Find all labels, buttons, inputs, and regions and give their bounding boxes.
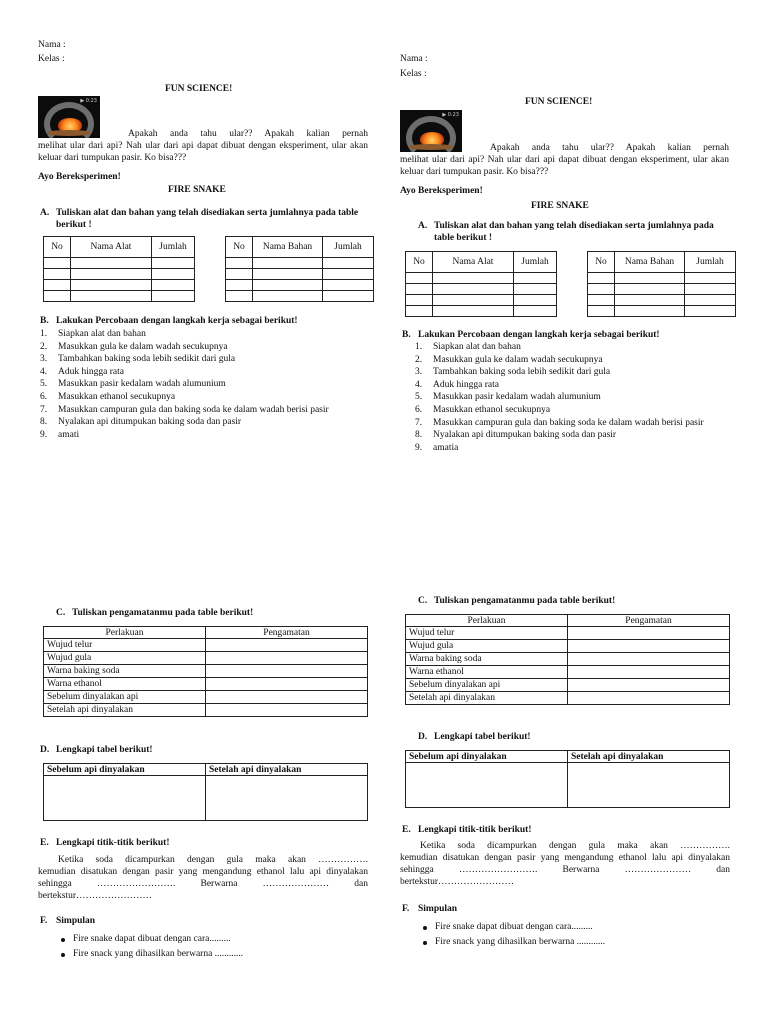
table-cell[interactable] bbox=[588, 284, 615, 295]
section-a-letter: A. bbox=[40, 208, 50, 218]
section-a-heading: Tuliskan alat dan bahan yang telah disediakan serta jumlahnya pada table berikut ! bbox=[56, 208, 359, 230]
sum-answer-cell[interactable] bbox=[568, 763, 730, 808]
table-row bbox=[406, 295, 557, 306]
table-cell[interactable] bbox=[44, 291, 71, 302]
table-row bbox=[226, 258, 374, 269]
steps-list bbox=[415, 341, 731, 454]
table-cell[interactable] bbox=[253, 258, 323, 269]
section-c-heading: Tuliskan pengamatanmu pada table berikut! bbox=[434, 596, 616, 606]
table-cell[interactable] bbox=[588, 273, 615, 284]
table-row bbox=[44, 269, 195, 280]
worksheet-subtitle: FIRE SNAKE bbox=[531, 201, 589, 211]
section-e-letter: E. bbox=[40, 838, 49, 848]
table-cell[interactable] bbox=[615, 284, 685, 295]
table-cell[interactable] bbox=[514, 284, 557, 295]
table-row bbox=[44, 691, 368, 704]
table-row bbox=[406, 763, 730, 808]
section-e-letter: E. bbox=[402, 825, 411, 835]
section-d-heading: Lengkapi tabel berikut! bbox=[56, 745, 153, 755]
list-item: 3. Tambahkan baking soda lebih sedikit dari gula bbox=[40, 354, 236, 365]
intro-paragraph bbox=[38, 128, 368, 164]
obs-answer-cell[interactable] bbox=[568, 679, 730, 692]
table-row bbox=[406, 666, 730, 679]
table-cell[interactable] bbox=[685, 306, 736, 317]
section-b-letter: B. bbox=[402, 330, 411, 340]
section-f-heading: Simpulan bbox=[56, 916, 96, 926]
bahan-table bbox=[225, 236, 374, 302]
table-cell[interactable] bbox=[615, 306, 685, 317]
obs-answer-cell[interactable] bbox=[568, 692, 730, 705]
obs-col-perlakuan: Perlakuan bbox=[406, 615, 568, 627]
bahan-table bbox=[587, 251, 736, 317]
alat-col-no: No bbox=[406, 252, 433, 273]
list-item: Fire snake dapat dibuat dengan cara......... bbox=[55, 932, 365, 947]
table-row bbox=[588, 295, 736, 306]
table-cell[interactable] bbox=[323, 291, 374, 302]
table-row bbox=[44, 258, 195, 269]
nama-label: Nama : bbox=[400, 54, 428, 64]
table-cell[interactable] bbox=[152, 280, 195, 291]
table-row bbox=[44, 639, 368, 652]
sum-col-before: Sebelum api dinyalakan bbox=[406, 751, 568, 763]
table-cell[interactable] bbox=[615, 273, 685, 284]
table-row bbox=[226, 269, 374, 280]
list-item: 2. Masukkan gula ke dalam wadah secukupnya bbox=[40, 341, 228, 352]
table-row bbox=[588, 273, 736, 284]
worksheet-right bbox=[384, 0, 768, 1024]
table-cell[interactable] bbox=[685, 295, 736, 306]
table-cell[interactable] bbox=[152, 269, 195, 280]
fire-snake-photo: ▶ 0:23 bbox=[38, 96, 100, 138]
alat-col-no: No bbox=[44, 237, 71, 258]
obs-label: Wujud telur bbox=[44, 639, 206, 652]
obs-label: Setelah api dinyalakan bbox=[44, 704, 206, 717]
section-f-heading: Simpulan bbox=[418, 904, 458, 914]
table-cell[interactable] bbox=[433, 295, 514, 306]
table-cell[interactable] bbox=[433, 284, 514, 295]
list-item: 8. Nyalakan api ditumpukan baking soda dan pasir bbox=[415, 430, 617, 441]
obs-col-perlakuan: Perlakuan bbox=[44, 627, 206, 639]
table-cell[interactable] bbox=[253, 291, 323, 302]
call-to-action: Ayo Bereksperimen! bbox=[38, 172, 121, 182]
obs-col-pengamatan: Pengamatan bbox=[568, 615, 730, 627]
list-item: 6. Masukkan ethanol secukupnya bbox=[415, 404, 551, 415]
table-cell[interactable] bbox=[253, 269, 323, 280]
table-cell[interactable] bbox=[406, 306, 433, 317]
call-to-action: Ayo Bereksperimen! bbox=[400, 186, 483, 196]
table-cell[interactable] bbox=[152, 258, 195, 269]
conclusion-list bbox=[417, 920, 727, 950]
table-row bbox=[406, 653, 730, 666]
alat-table-header bbox=[406, 252, 557, 273]
worksheet-subtitle: FIRE SNAKE bbox=[168, 185, 226, 195]
list-item: 2. Masukkan gula ke dalam wadah secukupnya bbox=[415, 354, 603, 365]
section-c-heading: Tuliskan pengamatanmu pada table berikut! bbox=[72, 608, 254, 618]
summary-table bbox=[405, 750, 730, 808]
table-cell[interactable] bbox=[588, 306, 615, 317]
section-f-letter: F. bbox=[402, 904, 410, 914]
alat-table-header bbox=[44, 237, 195, 258]
alat-col-nama: Nama Alat bbox=[71, 237, 152, 258]
table-row bbox=[44, 291, 195, 302]
table-cell[interactable] bbox=[226, 280, 253, 291]
section-c-letter: C. bbox=[56, 608, 66, 618]
list-item: 3. Tambahkan baking soda lebih sedikit dari gula bbox=[415, 367, 611, 378]
summary-table-header bbox=[44, 764, 368, 776]
list-item: Fire snack yang dihasilkan berwarna ............ bbox=[55, 947, 365, 962]
table-cell[interactable] bbox=[514, 295, 557, 306]
alat-col-jumlah: Jumlah bbox=[514, 252, 557, 273]
obs-answer-cell[interactable] bbox=[206, 639, 368, 652]
alat-table bbox=[43, 236, 195, 302]
table-cell[interactable] bbox=[71, 269, 152, 280]
section-c-letter: C. bbox=[418, 596, 428, 606]
summary-table-header bbox=[406, 751, 730, 763]
section-a-heading: Tuliskan alat dan bahan yang telah disediakan serta jumlahnya pada table berikut ! bbox=[434, 221, 714, 243]
intro-first-line: Apakah anda tahu ular?? Apakah kalian pernah bbox=[128, 129, 368, 139]
table-row bbox=[406, 284, 557, 295]
section-b-heading: Lakukan Percobaan dengan langkah kerja sebagai berikut! bbox=[418, 330, 660, 340]
observation-table-header bbox=[406, 615, 730, 627]
intro-first-line: Apakah anda tahu ular?? Apakah kalian pernah bbox=[490, 143, 729, 153]
obs-label: Warna ethanol bbox=[406, 666, 568, 679]
section-d-letter: D. bbox=[418, 732, 428, 742]
page-title: FUN SCIENCE! bbox=[525, 97, 593, 107]
table-row bbox=[44, 280, 195, 291]
table-cell[interactable] bbox=[44, 280, 71, 291]
obs-answer-cell[interactable] bbox=[568, 640, 730, 653]
obs-label: Warna baking soda bbox=[44, 665, 206, 678]
fill-first-line: Ketika soda dicampurkan dengan gula maka akan ……………. bbox=[420, 841, 730, 851]
obs-answer-cell[interactable] bbox=[206, 665, 368, 678]
obs-answer-cell[interactable] bbox=[206, 652, 368, 665]
table-row bbox=[406, 627, 730, 640]
conclusion-list bbox=[55, 932, 365, 962]
table-row bbox=[406, 692, 730, 705]
list-item: Fire snack yang dihasilkan berwarna ............ bbox=[417, 935, 727, 950]
table-cell[interactable] bbox=[514, 273, 557, 284]
table-row bbox=[406, 273, 557, 284]
table-row bbox=[44, 704, 368, 717]
fill-in-paragraph bbox=[38, 854, 368, 902]
list-item: 7. Masukkan campuran gula dan baking soda ke dalam wadah berisi pasir bbox=[40, 404, 329, 415]
obs-label: Warna baking soda bbox=[406, 653, 568, 666]
bahan-col-no: No bbox=[226, 237, 253, 258]
list-item: 1. Siapkan alat dan bahan bbox=[40, 329, 146, 339]
table-cell[interactable] bbox=[514, 306, 557, 317]
obs-label: Sebelum dinyalakan api bbox=[406, 679, 568, 692]
list-item: 1. Siapkan alat dan bahan bbox=[415, 342, 521, 352]
section-e-heading: Lengkapi titik-titik berikut! bbox=[56, 838, 170, 848]
section-e-heading: Lengkapi titik-titik berikut! bbox=[418, 825, 532, 835]
table-row bbox=[44, 678, 368, 691]
table-row bbox=[406, 306, 557, 317]
steps-list bbox=[40, 328, 370, 441]
summary-table bbox=[43, 763, 368, 821]
obs-answer-cell[interactable] bbox=[568, 653, 730, 666]
obs-label: Sebelum dinyalakan api bbox=[44, 691, 206, 704]
fill-rest: kemudian disatukan dengan pasir yang mengandung ethanol lalu api dinyalakan sehingga ……………………. Berwarna ………………… dan bertekstur…………………… bbox=[400, 853, 730, 887]
sum-answer-cell[interactable] bbox=[44, 776, 206, 821]
intro-rest: melihat ular dari api? Nah ular dari api dapat dibuat dengan eksperiment, ular akan keluar dari tumpukan pasir. Ko bisa??? bbox=[38, 141, 368, 163]
page-title: FUN SCIENCE! bbox=[165, 84, 233, 94]
bahan-table-header bbox=[588, 252, 736, 273]
table-cell[interactable] bbox=[71, 291, 152, 302]
sum-col-after: Setelah api dinyalakan bbox=[206, 764, 368, 776]
obs-label: Warna ethanol bbox=[44, 678, 206, 691]
table-cell[interactable] bbox=[44, 269, 71, 280]
table-row bbox=[226, 291, 374, 302]
obs-label: Wujud telur bbox=[406, 627, 568, 640]
alat-col-jumlah: Jumlah bbox=[152, 237, 195, 258]
table-row bbox=[588, 284, 736, 295]
table-cell[interactable] bbox=[253, 280, 323, 291]
table-row bbox=[44, 652, 368, 665]
table-cell[interactable] bbox=[615, 295, 685, 306]
table-cell[interactable] bbox=[323, 258, 374, 269]
bahan-col-nama: Nama Bahan bbox=[615, 252, 685, 273]
section-d-heading: Lengkapi tabel berikut! bbox=[434, 732, 531, 742]
bahan-col-no: No bbox=[588, 252, 615, 273]
list-item: 5. Masukkan pasir kedalam wadah alumunium bbox=[415, 392, 601, 403]
obs-label: Setelah api dinyalakan bbox=[406, 692, 568, 705]
section-b-heading: Lakukan Percobaan dengan langkah kerja sebagai berikut! bbox=[56, 316, 298, 326]
table-cell[interactable] bbox=[226, 269, 253, 280]
list-item: 9. amati bbox=[40, 429, 80, 440]
observation-table bbox=[405, 614, 730, 705]
sum-answer-cell[interactable] bbox=[406, 763, 568, 808]
table-row bbox=[44, 665, 368, 678]
obs-answer-cell[interactable] bbox=[568, 627, 730, 640]
section-a-letter: A. bbox=[418, 221, 428, 231]
table-cell[interactable] bbox=[406, 273, 433, 284]
fill-rest: kemudian disatukan dengan pasir yang mengandung ethanol lalu api dinyalakan sehingga ……………………. Berwarna ………………… dan bertekstur…………………… bbox=[38, 867, 368, 901]
table-cell[interactable] bbox=[685, 284, 736, 295]
table-row bbox=[406, 640, 730, 653]
obs-label: Wujud gula bbox=[44, 652, 206, 665]
list-item: 5. Masukkan pasir kedalam wadah alumunium bbox=[40, 379, 226, 390]
intro-paragraph bbox=[400, 142, 729, 178]
kelas-label: Kelas : bbox=[400, 69, 427, 79]
table-cell[interactable] bbox=[71, 280, 152, 291]
table-cell[interactable] bbox=[226, 291, 253, 302]
table-cell[interactable] bbox=[71, 258, 152, 269]
sum-col-after: Setelah api dinyalakan bbox=[568, 751, 730, 763]
section-b-letter: B. bbox=[40, 316, 49, 326]
table-row bbox=[406, 679, 730, 692]
table-cell[interactable] bbox=[323, 280, 374, 291]
observation-table-header bbox=[44, 627, 368, 639]
list-item: 4. Aduk hingga rata bbox=[415, 379, 499, 390]
table-cell[interactable] bbox=[323, 269, 374, 280]
list-item: 7. Masukkan campuran gula dan baking soda ke dalam wadah berisi pasir bbox=[415, 417, 704, 428]
nama-label: Nama : bbox=[38, 40, 66, 50]
kelas-label: Kelas : bbox=[38, 54, 65, 64]
obs-answer-cell[interactable] bbox=[568, 666, 730, 679]
sum-col-before: Sebelum api dinyalakan bbox=[44, 764, 206, 776]
table-cell[interactable] bbox=[685, 273, 736, 284]
table-cell[interactable] bbox=[226, 258, 253, 269]
obs-label: Wujud gula bbox=[406, 640, 568, 653]
obs-col-pengamatan: Pengamatan bbox=[206, 627, 368, 639]
table-cell[interactable] bbox=[406, 284, 433, 295]
bahan-col-jumlah: Jumlah bbox=[323, 237, 374, 258]
bahan-col-jumlah: Jumlah bbox=[685, 252, 736, 273]
table-cell[interactable] bbox=[433, 273, 514, 284]
section-f-letter: F. bbox=[40, 916, 48, 926]
table-cell[interactable] bbox=[433, 306, 514, 317]
table-cell[interactable] bbox=[152, 291, 195, 302]
fill-in-paragraph bbox=[400, 840, 730, 888]
intro-rest: melihat ular dari api? Nah ular dari api dapat dibuat dengan eksperiment, ular akan keluar dari tumpukan pasir. Ko bisa??? bbox=[400, 155, 729, 177]
table-row bbox=[226, 280, 374, 291]
fill-first-line: Ketika soda dicampurkan dengan gula maka akan ……………. bbox=[58, 855, 368, 865]
observation-table bbox=[43, 626, 368, 717]
table-cell[interactable] bbox=[588, 295, 615, 306]
bahan-table-header bbox=[226, 237, 374, 258]
alat-table bbox=[405, 251, 557, 317]
table-row bbox=[44, 776, 368, 821]
table-row bbox=[588, 306, 736, 317]
list-item: 6. Masukkan ethanol secukupnya bbox=[40, 391, 176, 402]
sum-answer-cell[interactable] bbox=[206, 776, 368, 821]
fire-snake-photo: ▶ 0:23 bbox=[400, 110, 462, 152]
obs-answer-cell[interactable] bbox=[206, 678, 368, 691]
section-d-letter: D. bbox=[40, 745, 50, 755]
table-cell[interactable] bbox=[44, 258, 71, 269]
obs-answer-cell[interactable] bbox=[206, 691, 368, 704]
alat-col-nama: Nama Alat bbox=[433, 252, 514, 273]
list-item: 9. amatia bbox=[415, 442, 459, 453]
bahan-col-nama: Nama Bahan bbox=[253, 237, 323, 258]
list-item: 4. Aduk hingga rata bbox=[40, 366, 124, 377]
table-cell[interactable] bbox=[406, 295, 433, 306]
list-item: 8. Nyalakan api ditumpukan baking soda dan pasir bbox=[40, 417, 242, 428]
list-item: Fire snake dapat dibuat dengan cara......... bbox=[417, 920, 727, 935]
obs-answer-cell[interactable] bbox=[206, 704, 368, 717]
